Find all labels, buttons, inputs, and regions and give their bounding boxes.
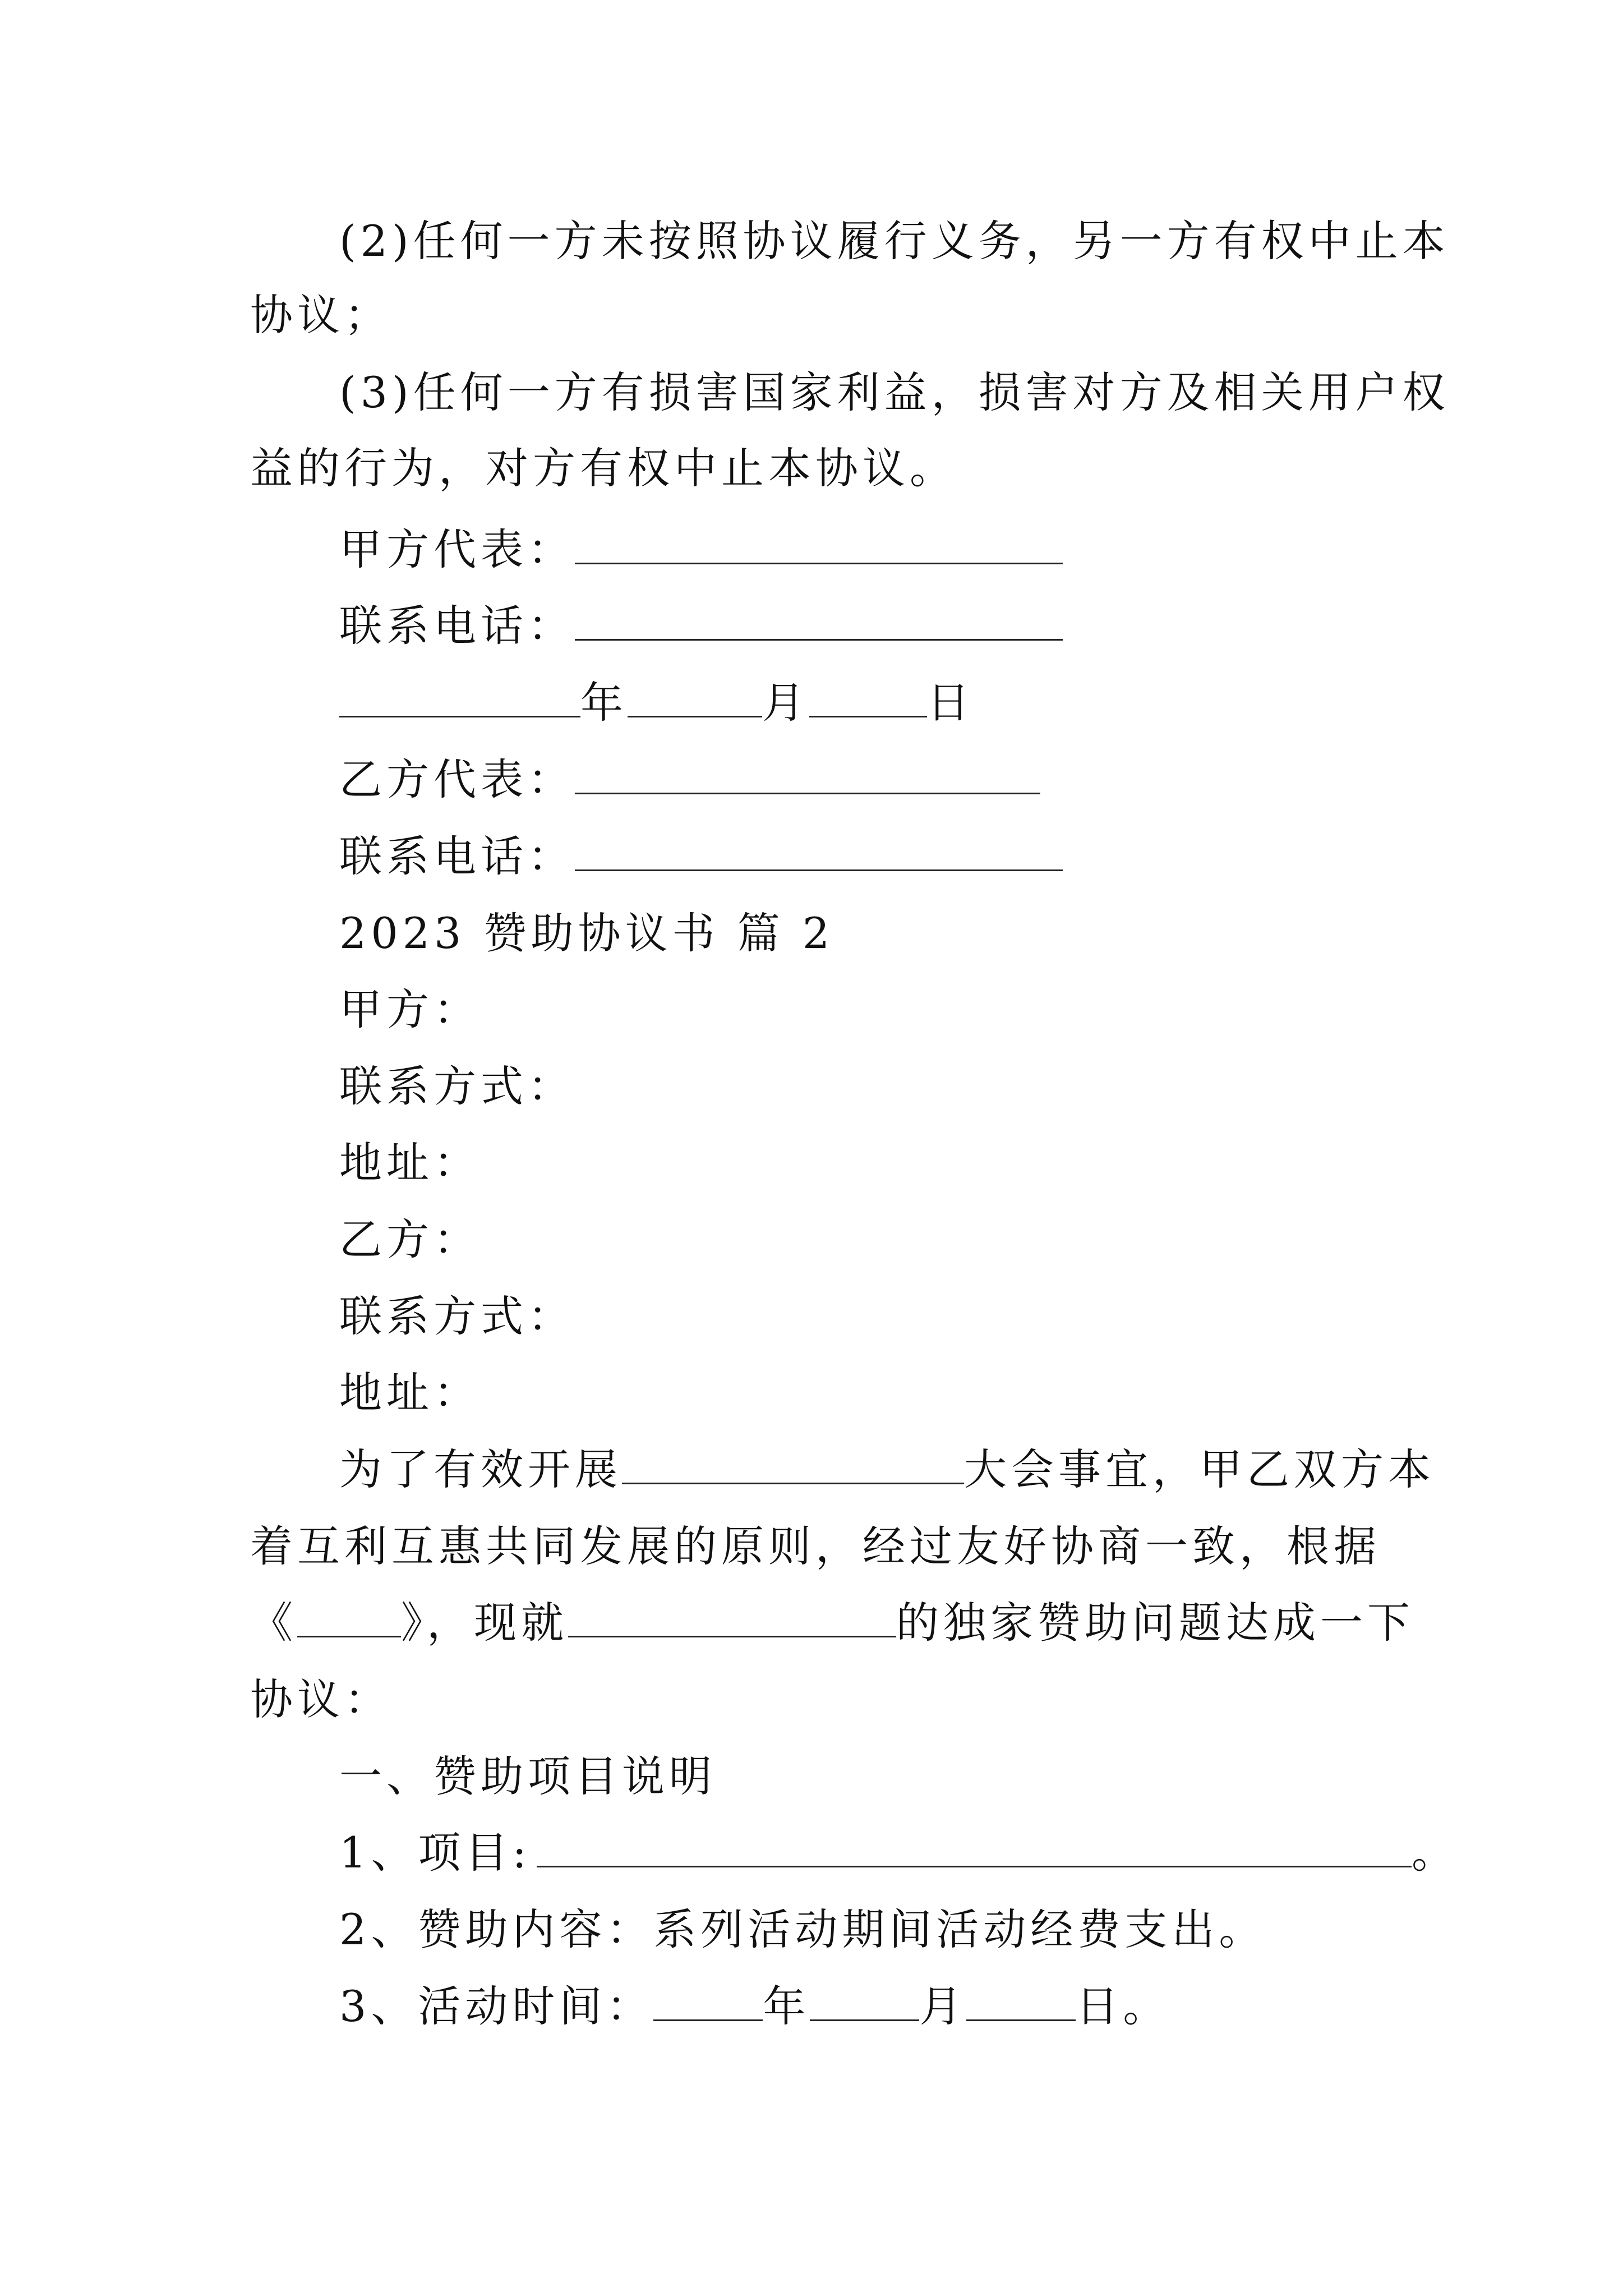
intro-text-3a: 《 (250, 1598, 297, 1648)
date-day-label: 日 (927, 678, 974, 728)
date-month-blank[interactable] (628, 679, 762, 717)
item-1-label: 1、项目: (339, 1828, 531, 1878)
party-a-rep-blank[interactable] (575, 526, 1063, 564)
intro-text-3c: 的独家赞助问题达成一下 (896, 1598, 1414, 1648)
activity-month-blank[interactable] (810, 1982, 919, 2021)
party-b-phone-blank[interactable] (575, 832, 1063, 871)
termination-clause-2-line-1: (2)任何一方未按照协议履行义务，另一方有权中止本 (339, 216, 1450, 266)
item-3-label: 3、活动时间： (339, 1981, 654, 2031)
intro-text-1b: 大会事宜，甲乙双方本 (964, 1444, 1435, 1494)
date-day-blank[interactable] (809, 679, 927, 717)
party-b-phone-label: 联系电话： (339, 831, 575, 881)
party-a-phone-row (339, 598, 1063, 654)
intro-line-2: 着互利互惠共同发展的原则，经过友好协商一致，根据 (250, 1521, 1381, 1571)
intro-text-1a: 为了有效开展 (339, 1444, 622, 1494)
termination-clause-2-line-2: 协议； (250, 290, 391, 340)
date-row (339, 675, 974, 731)
intro-line-1 (339, 1442, 1435, 1498)
termination-clause-3-line-1: (3)任何一方有损害国家利益，损害对方及相关用户权 (339, 367, 1450, 417)
intro-line-4: 协议： (250, 1674, 391, 1724)
activity-year-blank[interactable] (653, 1982, 763, 2021)
party-b-rep-row (339, 752, 1040, 808)
item-3-day: 日。 (1076, 1981, 1170, 2031)
item-3-year: 年 (763, 1981, 810, 2031)
intro-text-3b: 》，现就 (401, 1598, 568, 1648)
party-b-address-label: 地址： (339, 1368, 481, 1418)
party-b-rep-label: 乙方代表： (339, 754, 575, 804)
party-a-contact-label: 联系方式： (339, 1061, 575, 1111)
party-a-rep-label: 甲方代表： (339, 524, 575, 574)
party-a-address-label: 地址： (339, 1138, 481, 1188)
party-a-rep-row (339, 522, 1063, 578)
party-b-phone-row (339, 829, 1063, 885)
sponsorship-subject-blank[interactable] (568, 1599, 896, 1637)
party-a-label: 甲方： (339, 984, 481, 1034)
date-year-label: 年 (580, 678, 628, 728)
date-year-blank[interactable] (339, 679, 580, 717)
party-a-phone-blank[interactable] (575, 602, 1063, 641)
intro-line-3 (250, 1595, 1414, 1651)
date-month-label: 月 (762, 678, 809, 728)
party-b-contact-label: 联系方式： (339, 1291, 575, 1341)
item-3-month: 月 (919, 1981, 967, 2031)
item-1-end: 。 (1411, 1828, 1459, 1878)
item-2-row: 2、赞助内容：系列活动期间活动经费支出。 (339, 1904, 1266, 1954)
item-3-row (339, 1978, 1170, 2035)
activity-day-blank[interactable] (966, 1982, 1076, 2021)
party-a-phone-label: 联系电话： (339, 601, 575, 651)
event-name-blank[interactable] (622, 1446, 964, 1484)
heading-sponsorship-description: 一、赞助项目说明 (339, 1751, 716, 1801)
section-title: 2023 赞助协议书 篇 2 (339, 908, 834, 958)
item-1-row (339, 1825, 1459, 1881)
party-b-label: 乙方： (339, 1214, 481, 1264)
termination-clause-3-line-2: 益的行为，对方有权中止本协议。 (250, 443, 957, 493)
project-blank[interactable] (537, 1829, 1412, 1867)
party-b-rep-blank[interactable] (575, 756, 1040, 794)
reference-doc-blank[interactable] (297, 1599, 401, 1637)
